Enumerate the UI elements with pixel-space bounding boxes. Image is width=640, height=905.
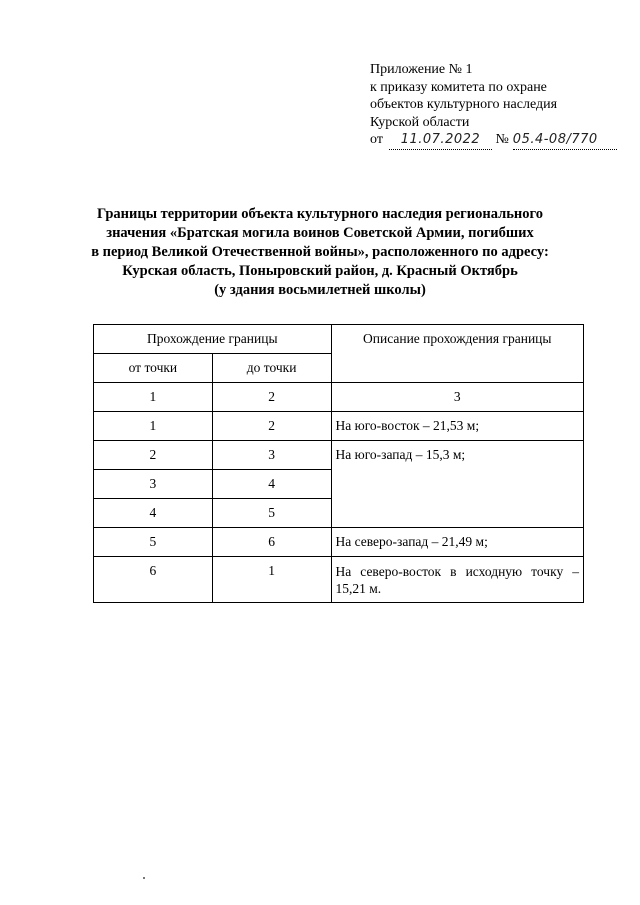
appendix-committee-line: объектов культурного наследия	[370, 97, 558, 113]
from-point-cell: 5	[94, 528, 213, 557]
to-point-cell: 2	[212, 412, 331, 441]
from-label: от	[370, 132, 383, 148]
description-cell: На северо-запад – 21,49 м;	[331, 528, 584, 557]
from-point-cell: 3	[94, 470, 213, 499]
document-title	[40, 205, 600, 300]
handwritten-date: 11.07.2022	[389, 131, 492, 150]
boundary-table	[93, 324, 584, 603]
title-line: Границы территории объекта культурного наследия регионального	[97, 206, 543, 222]
table-row	[94, 412, 584, 441]
column-number: 1	[94, 383, 213, 412]
appendix-order-line: к приказу комитета по охране	[370, 79, 547, 95]
description-cell: На юго-восток – 21,53 м;	[331, 412, 584, 441]
column-number: 3	[331, 383, 584, 412]
from-point-cell: 4	[94, 499, 213, 528]
to-point-cell: 5	[212, 499, 331, 528]
title-line: в период Великой Отечественной войны», расположенного по адресу:	[91, 244, 549, 260]
table-row	[94, 528, 584, 557]
table-row	[94, 557, 584, 603]
from-point-cell: 2	[94, 441, 213, 470]
column-number-row	[94, 383, 584, 412]
description-cell: На северо-восток в исходную точку – 15,21 м.	[331, 557, 584, 603]
appendix-date-number-line	[370, 131, 635, 150]
title-line: (у здания восьмилетней школы)	[214, 282, 426, 298]
number-label: №	[495, 132, 509, 148]
title-line: Курская область, Поныровский район, д. Красный Октябрь	[122, 263, 518, 279]
to-point-cell: 4	[212, 470, 331, 499]
header-boundary-passage: Прохождение границы	[94, 325, 332, 354]
header-to-point: до точки	[212, 354, 331, 383]
table-row	[94, 441, 584, 470]
header-from-point: от точки	[94, 354, 213, 383]
title-line: значения «Братская могила воинов Советской Армии, погибших	[106, 225, 534, 241]
scan-speck	[143, 877, 145, 879]
from-point-cell: 1	[94, 412, 213, 441]
appendix-block	[370, 61, 635, 150]
appendix-title: Приложение № 1	[370, 62, 473, 77]
column-number: 2	[212, 383, 331, 412]
to-point-cell: 3	[212, 441, 331, 470]
table-header-row	[94, 325, 584, 354]
header-description: Описание прохождения границы	[331, 325, 584, 383]
handwritten-number: 05.4-08/770	[513, 131, 617, 150]
from-point-cell: 6	[94, 557, 213, 603]
to-point-cell: 6	[212, 528, 331, 557]
description-cell: На юго-запад – 15,3 м;	[331, 441, 584, 528]
to-point-cell: 1	[212, 557, 331, 603]
appendix-region-line: Курской области	[370, 114, 470, 130]
